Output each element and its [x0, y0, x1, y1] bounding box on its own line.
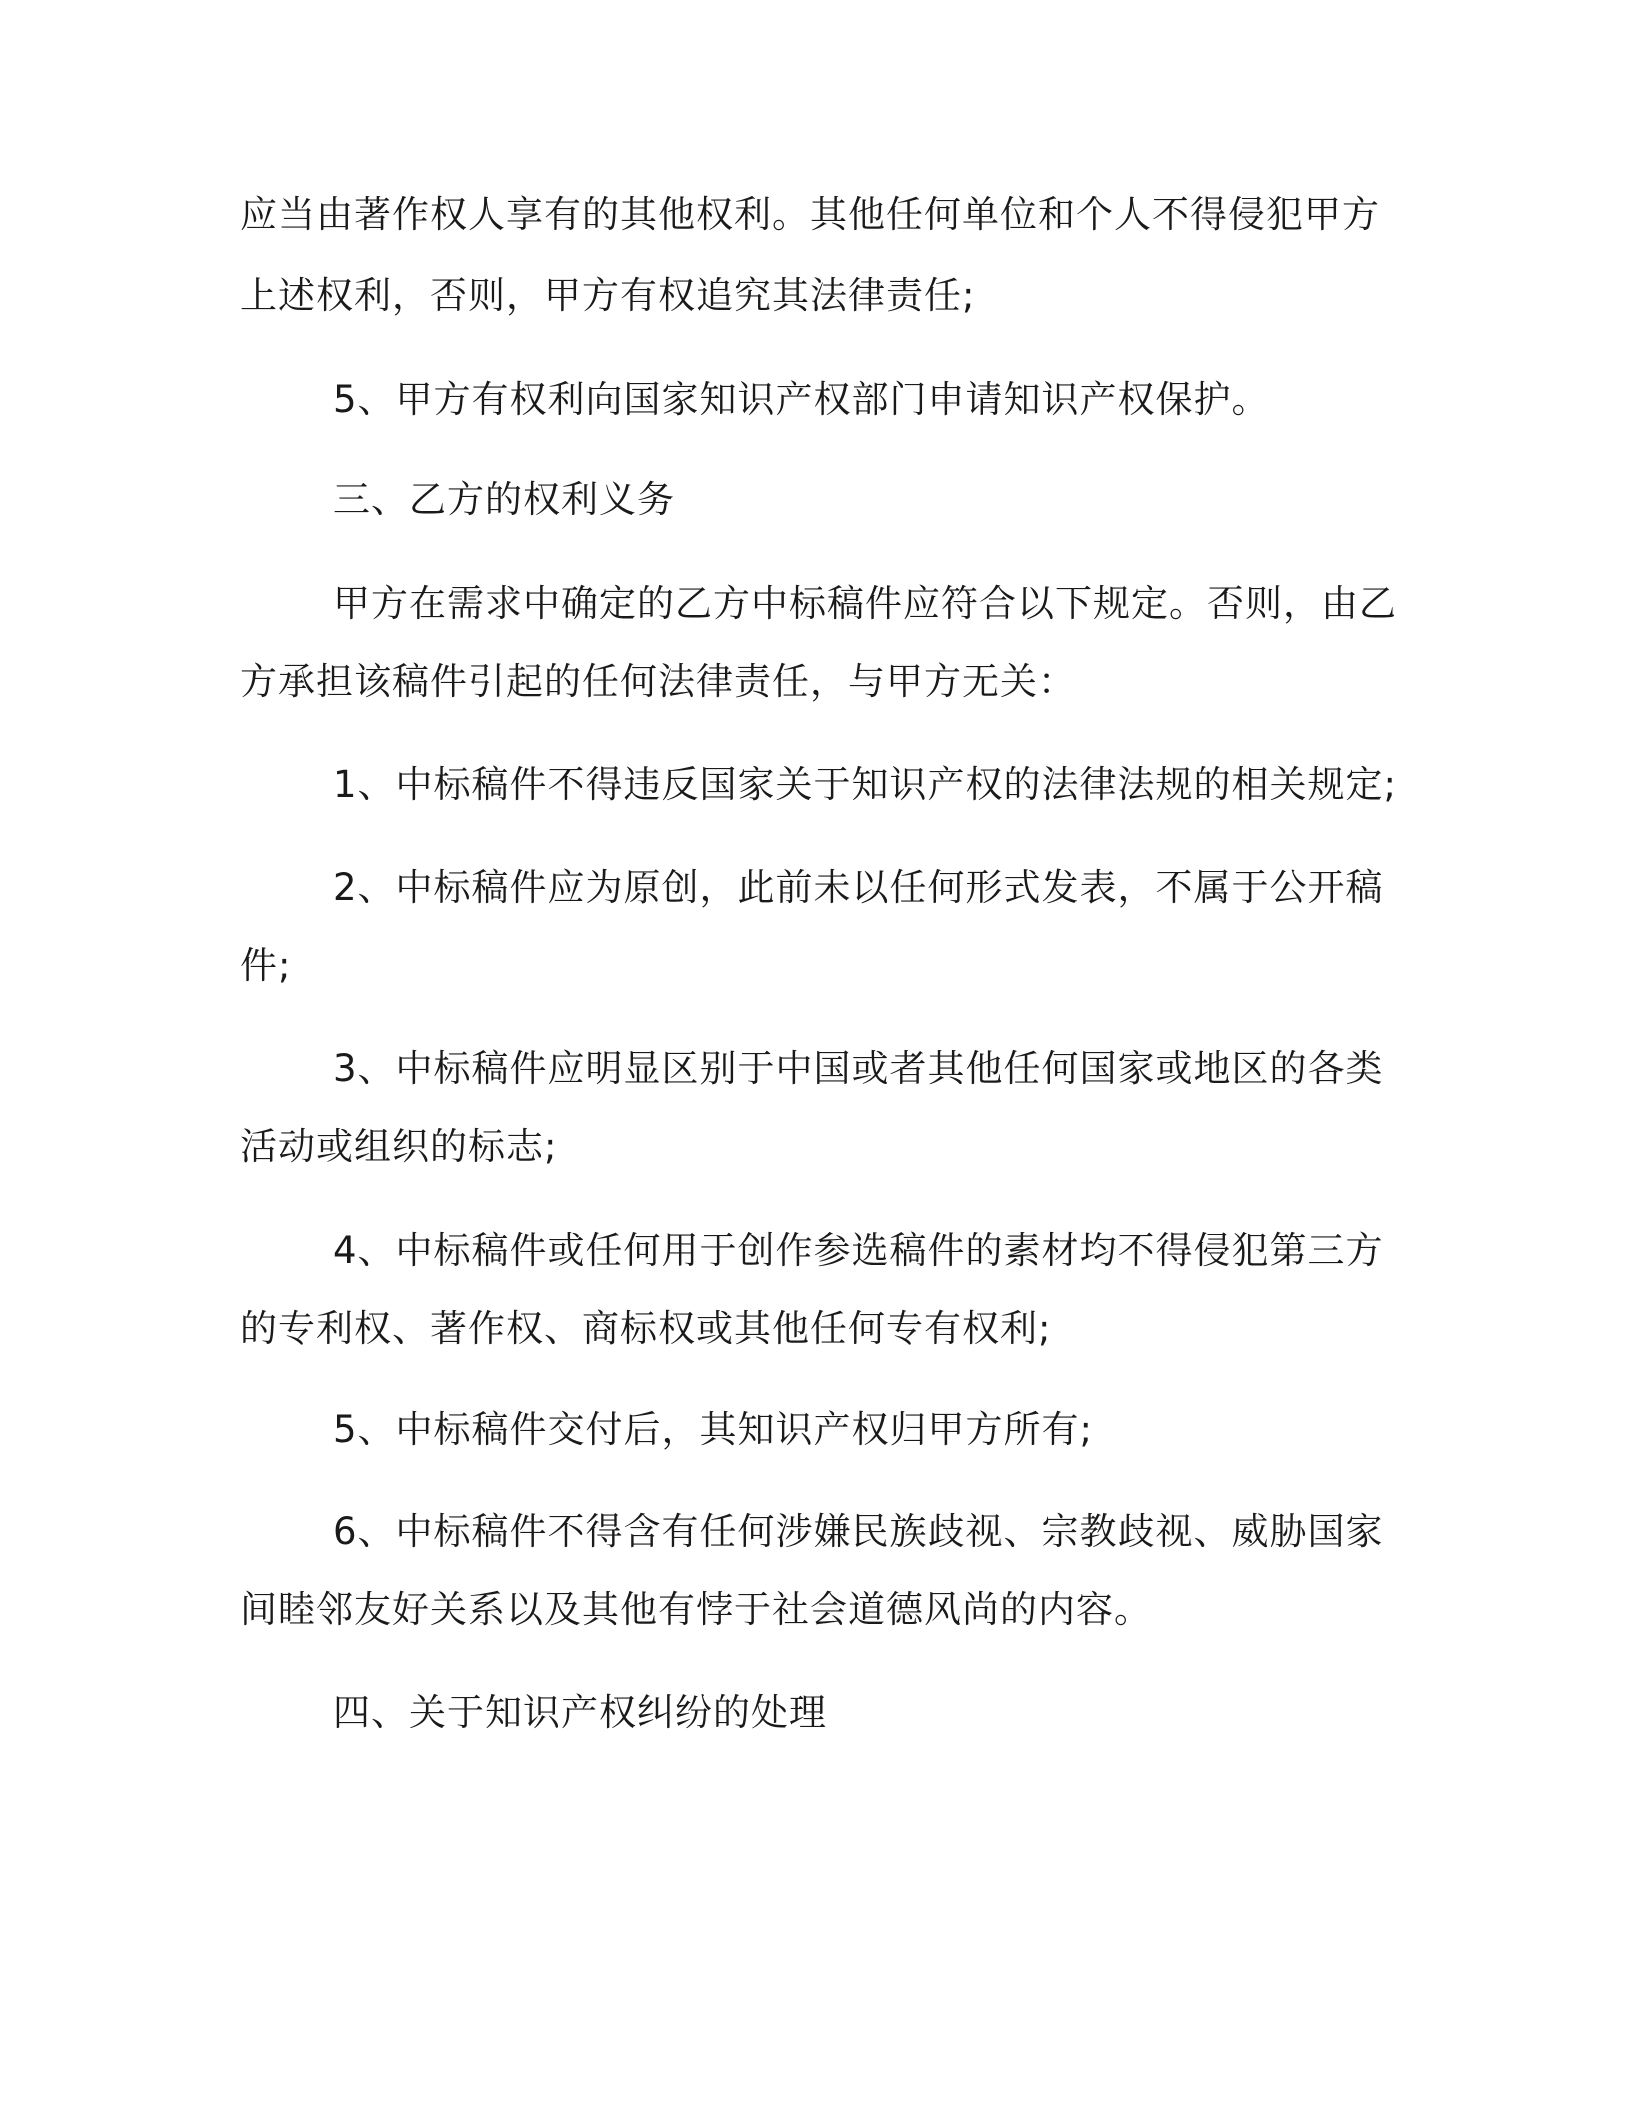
paragraph-line-2: 上述权利，否则，甲方有权追究其法律责任;: [240, 274, 976, 317]
list-item-2-cont: 件;: [240, 944, 292, 987]
list-item-3-cont: 活动或组织的标志;: [240, 1125, 558, 1168]
paragraph-line-6: 方承担该稿件引起的任何法律责任，与甲方无关：: [240, 660, 1076, 703]
list-item-4-cont: 的专利权、著作权、商标权或其他任何专有权利;: [240, 1307, 1052, 1350]
list-item-6-cont: 间睦邻友好关系以及其他有悖于社会道德风尚的内容。: [240, 1588, 1152, 1631]
section-heading-4: 四、关于知识产权纠纷的处理: [333, 1691, 827, 1734]
paragraph-line-1: 应当由著作权人享有的其他权利。其他任何单位和个人不得侵犯甲方: [240, 193, 1380, 236]
list-item-4: 4、中标稿件或任何用于创作参选稿件的素材均不得侵犯第三方: [333, 1229, 1384, 1272]
list-item-6: 6、中标稿件不得含有任何涉嫌民族歧视、宗教歧视、威胁国家: [333, 1510, 1384, 1553]
paragraph-line-5: 甲方在需求中确定的乙方中标稿件应符合以下规定。否则，由乙: [333, 582, 1397, 625]
list-item-1: 1、中标稿件不得违反国家关于知识产权的法律法规的相关规定;: [333, 763, 1398, 806]
list-item-2: 2、中标稿件应为原创，此前未以任何形式发表，不属于公开稿: [333, 866, 1384, 909]
paragraph-line-3: 5、甲方有权利向国家知识产权部门申请知识产权保护。: [333, 378, 1270, 421]
list-item-3: 3、中标稿件应明显区别于中国或者其他任何国家或地区的各类: [333, 1047, 1384, 1090]
section-heading-3: 三、乙方的权利义务: [333, 478, 675, 521]
list-item-5: 5、中标稿件交付后，其知识产权归甲方所有;: [333, 1408, 1094, 1451]
